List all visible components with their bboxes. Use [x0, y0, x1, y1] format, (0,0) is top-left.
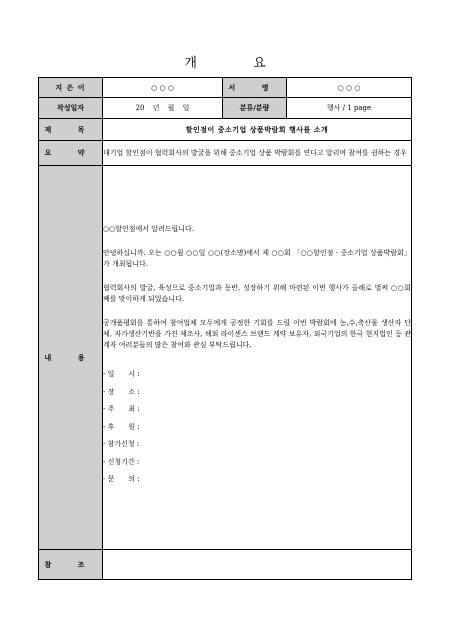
- event-details-list: [103, 368, 411, 485]
- list-item: - 신청기간 :: [103, 457, 140, 466]
- list-item: - 장 소 :: [103, 387, 140, 396]
- content-paragraph: 협력회사의 발굴, 육성으로 중소기업과 동반, 성장하기 위해 마련된 이번 행사가 올해로 벌써 ○○회 째를 맞이하게 되었습니다.: [103, 284, 411, 304]
- summary-label: 요 약: [39, 141, 103, 166]
- reference-label: 참 조: [39, 550, 103, 580]
- content-body[interactable]: [103, 166, 412, 550]
- author-row: [39, 78, 412, 98]
- content-paragraph: 공개품평회를 통하여 참여업체 모두에게 공정한 기회를 드릴 이번 박람회에 농,수,축산물 생산자 단체, 자가생산기반을 가진 제조사, 해외 라이센스 브랜드 계약 보유자, 외국기업의 한국 현지법인 등 관계자 여러분들의 많은 참여와 관심 부탁드립니다.: [103, 319, 411, 350]
- reference-row: [39, 550, 412, 580]
- date-row: [39, 98, 412, 119]
- subject-row: [39, 119, 412, 141]
- summary-row: [39, 141, 412, 166]
- document-title: 개 요: [184, 56, 292, 71]
- author-value[interactable]: ○ ○ ○: [103, 78, 223, 98]
- list-item: - 주 최 :: [103, 405, 140, 414]
- content-paragraph: ○○할인점에서 알려드립니다.: [103, 225, 195, 234]
- list-item: - 후 원 :: [103, 422, 140, 431]
- author-label: 지 은 이: [39, 78, 103, 98]
- signature-value[interactable]: ○ ○ ○: [287, 78, 412, 98]
- list-item: - 일 시 :: [103, 370, 140, 379]
- reference-value[interactable]: [103, 550, 412, 580]
- signature-label: 서 명: [223, 78, 287, 98]
- overview-form-table: [38, 77, 412, 580]
- list-item: - 문 의 :: [103, 475, 140, 484]
- list-item: - 참가신청 :: [103, 440, 140, 449]
- content-paragraph: 안녕하십니까. 오는 ○○월 ○○일 ○○(장소명)에서 제 ○○회 「○○할인점 · 중소기업 상품박람회」가 개최됩니다.: [103, 249, 411, 269]
- subject-label: 제 목: [39, 119, 103, 141]
- content-row: [39, 166, 412, 550]
- category-label: 분류/분량: [223, 98, 287, 119]
- subject-value[interactable]: 할인점이 중소기업 상품박람회 행사를 소개: [103, 119, 412, 141]
- category-value[interactable]: 행사 / 1 page: [287, 98, 412, 119]
- date-value[interactable]: 20 년 월 일: [103, 98, 223, 119]
- date-label: 작성일자: [39, 98, 103, 119]
- summary-value[interactable]: 대기업 할인점이 협력회사의 발굴을 위해 중소기업 상품 박람회를 연다고 알리며 참여를 권하는 경우: [103, 141, 412, 166]
- content-label: 내 용: [39, 166, 103, 550]
